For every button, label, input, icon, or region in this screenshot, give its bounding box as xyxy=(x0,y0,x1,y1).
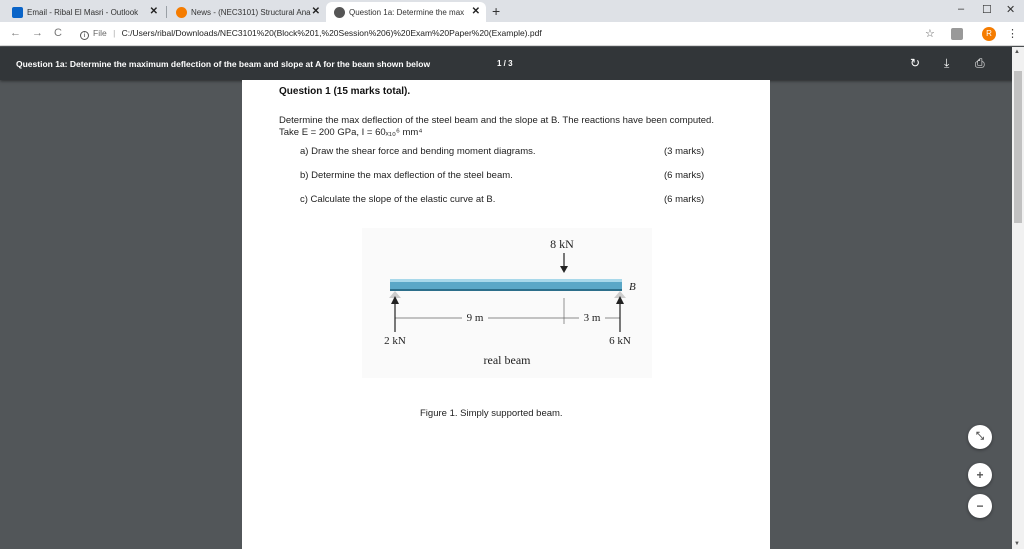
marks-part-c: (6 marks) xyxy=(664,194,705,205)
new-tab-button[interactable]: + xyxy=(492,3,501,19)
close-tab-icon[interactable]: ✕ xyxy=(471,6,480,17)
question-part-a: a) Draw the shear force and bending moment diagrams. xyxy=(300,146,536,157)
tab-question[interactable] xyxy=(326,2,486,22)
tab-title: News - (NEC3101) Structural Ana xyxy=(191,7,311,17)
pdf-title: Question 1a: Determine the maximum deflection of the beam and slope at A for the beam shown below xyxy=(16,59,431,69)
reload-icon[interactable]: C xyxy=(54,27,62,39)
browser-menu-icon[interactable]: ⋮ xyxy=(1007,28,1018,40)
beam-shadow xyxy=(390,289,622,291)
url-scheme: File xyxy=(93,28,107,38)
zoom-out-button[interactable]: − xyxy=(968,494,992,518)
forward-icon[interactable]: → xyxy=(32,27,43,39)
scrollbar[interactable] xyxy=(1012,47,1024,549)
beam-figure xyxy=(362,228,652,378)
tab-title: Question 1a: Determine the max xyxy=(349,7,465,17)
print-icon[interactable]: ⎙ xyxy=(975,56,985,70)
info-icon[interactable]: i xyxy=(80,31,89,40)
scroll-up-icon[interactable]: ▲ xyxy=(1014,49,1020,55)
back-icon[interactable]: ← xyxy=(10,27,21,39)
extension-icon[interactable] xyxy=(951,28,963,40)
browser-toolbar xyxy=(0,22,1024,46)
rotate-icon[interactable]: ↻ xyxy=(910,56,921,70)
zoom-in-button[interactable]: + xyxy=(968,463,992,487)
tab-divider xyxy=(166,6,167,18)
question-part-b: b) Determine the max deflection of the steel beam. xyxy=(300,170,513,181)
outlook-icon xyxy=(12,7,23,18)
real-beam-label: real beam xyxy=(483,353,531,367)
pdf-toolbar xyxy=(0,47,1024,80)
url-separator: | xyxy=(113,28,116,38)
download-icon[interactable]: ⤓ xyxy=(944,56,950,70)
beam-highlight xyxy=(390,279,622,282)
scroll-down-icon[interactable]: ▼ xyxy=(1014,541,1020,547)
right-reaction-label: 6 kN xyxy=(609,335,631,347)
fit-page-button[interactable]: ⤡ xyxy=(968,425,992,449)
maximize-icon[interactable]: ☐ xyxy=(982,4,992,16)
blackboard-icon xyxy=(176,7,187,18)
close-tab-icon[interactable]: ✕ xyxy=(149,6,158,17)
minimize-icon[interactable]: – xyxy=(958,3,965,15)
left-reaction-label: 2 kN xyxy=(384,335,406,347)
tab-title: Email - Ribal El Masri - Outlook xyxy=(27,7,139,17)
address-bar[interactable] xyxy=(80,28,542,40)
span-right-label: 3 m xyxy=(583,312,601,324)
support-b-label: B xyxy=(629,281,636,293)
figure-caption: Figure 1. Simply supported beam. xyxy=(420,408,563,419)
question-description: Determine the max deflection of the steel beam and the slope at B. The reactions have been computed. Take E = 200 GPa, I = 60ₓ₁₀⁶ mm⁴ xyxy=(279,115,714,138)
question-part-c: c) Calculate the slope of the elastic curve at B. xyxy=(300,194,496,205)
load-label: 8 kN xyxy=(550,237,574,251)
marks-part-a: (3 marks) xyxy=(664,146,705,157)
url-text: C:/Users/ribal/Downloads/NEC3101%20(Block%201,%20Session%206)%20Exam%20Paper%20(Example).pdf xyxy=(121,28,542,38)
tab-strip xyxy=(0,0,1024,22)
close-tab-icon[interactable]: ✕ xyxy=(311,6,320,17)
scroll-thumb[interactable] xyxy=(1014,71,1022,223)
tab-blackboard[interactable] xyxy=(168,2,326,22)
window-close-icon[interactable]: ✕ xyxy=(1006,4,1016,16)
marks-part-b: (6 marks) xyxy=(664,170,705,181)
profile-avatar[interactable]: R xyxy=(982,27,996,41)
span-left-label: 9 m xyxy=(466,312,484,324)
question-heading: Question 1 (15 marks total). xyxy=(279,86,411,97)
tab-outlook[interactable] xyxy=(4,2,164,22)
bookmark-star-icon[interactable]: ☆ xyxy=(925,28,935,40)
globe-icon xyxy=(334,7,345,18)
page-indicator: 1 / 3 xyxy=(497,59,513,68)
